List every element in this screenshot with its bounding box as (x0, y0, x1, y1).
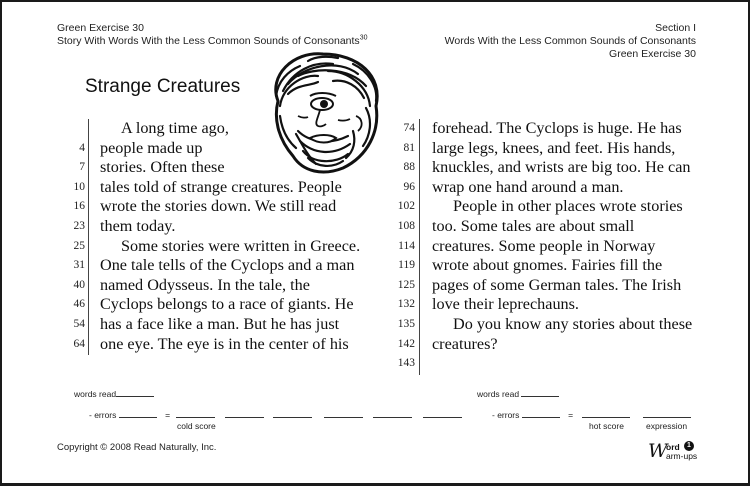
cyclops-face-icon (258, 46, 388, 176)
expression-field[interactable] (643, 408, 691, 418)
logo-level-badge: 1 (684, 441, 694, 451)
practice-score-field[interactable] (373, 408, 412, 418)
cold-words-read: words read (74, 387, 154, 399)
exercise-label: Green Exercise 30 (57, 22, 144, 34)
expression-label: expression (646, 421, 688, 431)
line-number-divider (88, 119, 89, 355)
hot-words-read: words read (477, 387, 559, 399)
header-left (57, 22, 367, 48)
hot-errors-field[interactable] (522, 408, 560, 418)
cold-score-field[interactable] (176, 408, 215, 418)
exercise-label-right: Green Exercise 30 (609, 48, 696, 60)
story-title: Strange Creatures (85, 76, 241, 97)
cold-score-label: cold score (177, 421, 216, 431)
practice-score-field[interactable] (423, 408, 462, 418)
practice-score-field[interactable] (324, 408, 363, 418)
cold-errors-field[interactable] (119, 408, 157, 418)
logo-initial: W (648, 440, 668, 462)
worksheet-page: Green Exercise 30 Story With Words With the Less Common Sounds of Consonants$^{30}$ Section I Words With the Less Common Sounds of Consonants Green Exercise 30 Strange Creatures A long time ago, 4 people made up 7 stories. Often these 10 tales told of strange creatures. People 16 wrote the stories down. We still read 23 them today. 25 Some stories were written in Greece. 31 One tale tells of the Cyclops and a man 40 named Odysseus. In the tale, the 46 Cyclops belongs to a race of giants. He 54 has a face like a man. But he has just 64 one eye. The eye is in the center of his 74 forehead. The Cyclops is huge. He has 81 large legs, knees, and feet. His hands, 88 knuckles, and wrists are big too. He can 96 wrap one hand around a man. 102 People in other places wrote stories 108 too. Some tales are about small 114 creatures. Some people in Norway 119 wrote about gnomes. Fairies fill the 125 pages of some German tales. The Irish 132 love their leprechauns. 135 Do you know any stories about these 142 creatures? 143 words read - errors = cold score words read - errors = hot score expression Copyright © 2008 Read Naturally, Inc. W ord 1 arm-ups (0, 0, 750, 486)
cold-words-read-field[interactable] (116, 387, 154, 397)
hot-score-field[interactable] (582, 408, 630, 418)
word-count-superscript: 30 (359, 34, 368, 42)
copyright-text: Copyright © 2008 Read Naturally, Inc. (57, 442, 217, 453)
line-number-divider (419, 119, 420, 375)
hot-words-read-field[interactable] (521, 387, 559, 397)
section-label: Section I (655, 22, 696, 34)
logo-line1: ord (666, 442, 680, 452)
word-warm-ups-logo (648, 442, 708, 462)
header-right (445, 22, 696, 61)
hot-score-label: hot score (589, 421, 624, 431)
practice-score-field[interactable] (225, 408, 264, 418)
hot-errors: - errors = (492, 410, 574, 420)
practice-score-field[interactable] (273, 408, 312, 418)
cold-errors: - errors = (89, 410, 171, 420)
logo-line2: arm-ups (666, 451, 698, 461)
section-topic: Words With the Less Common Sounds of Consonants (444, 35, 696, 47)
story-subtitle: Story With Words With the Less Common Sounds of Consonants$^{30}$ (57, 34, 368, 47)
